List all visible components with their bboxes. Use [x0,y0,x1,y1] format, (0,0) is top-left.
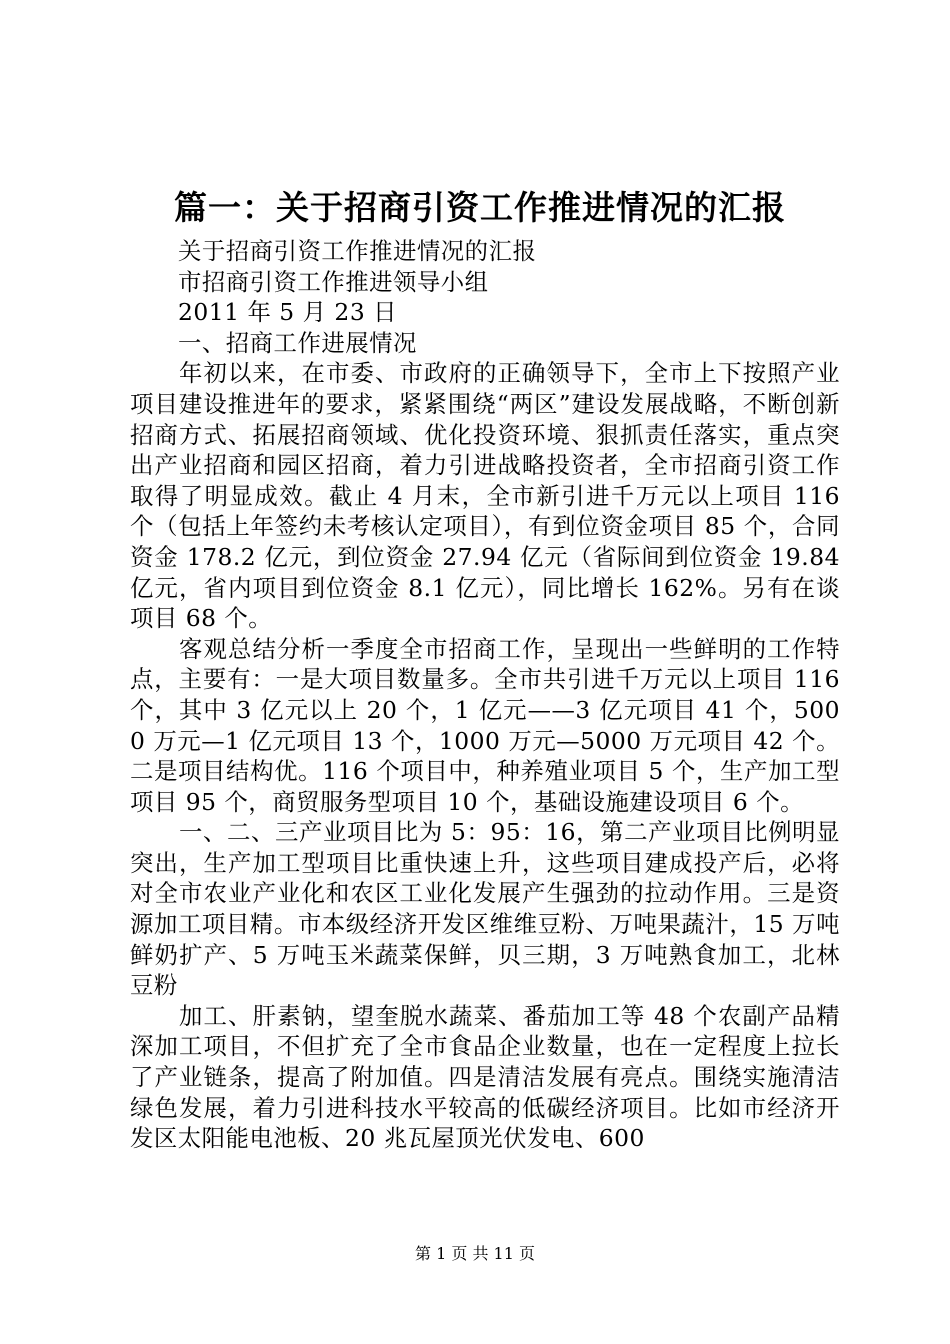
page-number-footer: 第 1 页 共 11 页 [415,1244,535,1263]
issuer-line: 市招商引资工作推进领导小组 [178,267,489,296]
paragraph: 客观总结分析一季度全市招商工作，呈现出一些鲜明的工作特点，主要有：一是大项目数量多。全市共引进千万元以上项目 116 个，其中 3 亿元以上 20 个，1 亿元——3 亿元项目 41 个，5000 万元—1 亿元项目 13 个，1000 万元—5000 万元项目 42 个。二是项目结构优。116 个项目中，种养殖业项目 5 个，生产加工型项目 95 个，商贸服务型项目 10 个，基础设施建设项目 6 个。 [130,634,840,816]
paragraph: 年初以来，在市委、市政府的正确领导下，全市上下按照产业项目建设推进年的要求，紧紧围绕“两区”建设发展战略，不断创新招商方式、拓展招商领域、优化投资环境、狠抓责任落实，重点突出产业招商和园区招商，着力引进战略投资者，全市招商引资工作取得了明显成效。截止 4 月末，全市新引进千万元以上项目 116 个（包括上年签约未考核认定项目），有到位资金项目 85 个，合同资金 178.2 亿元，到位资金 27.94 亿元（省际间到位资金 19.84 亿元，省内项目到位资金 8.1 亿元），同比增长 162%。另有在谈项目 68 个。 [130,359,840,633]
section-heading: 一、招商工作进展情况 [178,328,417,357]
date-line: 2011 年 5 月 23 日 [178,298,398,327]
document-body [130,236,840,1154]
paragraph: 一、二、三产业项目比为 5：95：16，第二产业项目比例明显突出，生产加工型项目比重快速上升，这些项目建成投产后，必将对全市农业产业化和农区工业化发展产生强劲的拉动作用。三是资源加工项目精。市本级经济开发区维维豆粉、万吨果蔬汁，15 万吨鲜奶扩产、5 万吨玉米蔬菜保鲜，贝三期，3 万吨熟食加工，北林豆粉 [130,818,840,1000]
paragraph: 加工、肝素钠，望奎脱水蔬菜、番茄加工等 48 个农副产品精深加工项目，不但扩充了全市食品企业数量，也在一定程度上拉长了产业链条，提高了附加值。四是清洁发展有亮点。围绕实施清洁绿色发展，着力引进科技水平较高的低碳经济项目。比如市经济开发区太阳能电池板、20 兆瓦屋顶光伏发电、600 [130,1001,840,1153]
report-title-line: 关于招商引资工作推进情况的汇报 [178,237,537,265]
document-title: 篇一：关于招商引资工作推进情况的汇报 [174,188,786,227]
